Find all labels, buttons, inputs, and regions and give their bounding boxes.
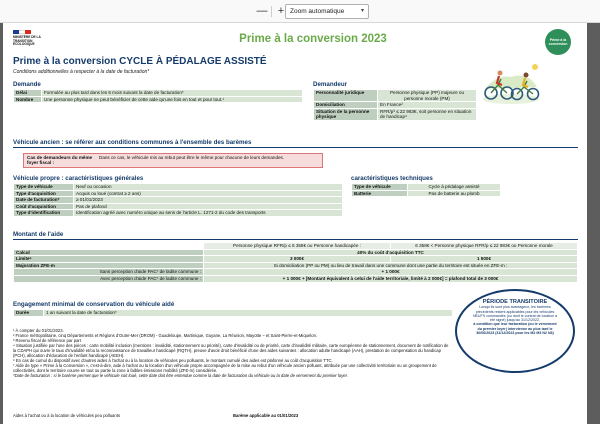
footer-left: Aides à l'achat ou à la location de véhicules peu polluants <box>13 413 120 418</box>
engagement-table <box>13 309 453 317</box>
ministry-name: MINISTÈRE DE LA TRANSITION ÉCOLOGIQUE <box>13 35 41 47</box>
prime-badge-label: Prime à la conversion <box>548 38 568 46</box>
row-label: Type d'identification <box>14 210 74 217</box>
document-subtitle: Conditions additionnelles à respecter à la date de facturation* <box>13 69 150 75</box>
row-value: Formulée au plus tard dans les 6 mois suivant la date de facturation* <box>42 90 303 97</box>
table-row <box>14 310 453 317</box>
row-value: Neuf ou occasion <box>74 184 343 191</box>
transitoire-title: PÉRIODE TRANSITOIRE <box>482 299 548 305</box>
vehicule-propre-table <box>13 183 343 217</box>
row-value: Si domiciliation (PP ou PM) ou lieu de travail dans une commune dont une partie du territoire est située en ZFE-m : <box>204 262 578 269</box>
footnote: ⁴ Situation justifiée par l'une des pièces : carte mobilité inclusion (mentions : invalidité, stationnement ou priorité), carte d'invalidité ou de priorité, carte d'invalidité militaire, carte européenne de stationnement, document de notification de la CDAPH qui ouvre le taux d'invalidité et/ou la reconnaissance de travailleur handicapé (RQTH), preuve d'avoir droit bénéficié d'une des aides suivantes : allocation adulte handicapé (AAH), prestation de compensation du handicap (PCH), allocation d'éducation de l'enfant handicapé (AEEH). <box>13 343 449 358</box>
row-label: Domiciliation <box>314 102 378 109</box>
chevron-down-icon: ▾ <box>360 8 364 14</box>
table-row <box>14 197 343 204</box>
table-row <box>14 275 578 282</box>
row-label: Batterie <box>352 190 408 197</box>
row-label: Calcul <box>14 249 204 256</box>
row-value: Pas de batterie au plomb <box>408 190 501 197</box>
pdf-page <box>3 23 587 424</box>
table-row <box>14 184 343 191</box>
row-value: Acquis ou loué (contrat ≥ 2 ans) <box>74 190 343 197</box>
table-row <box>14 90 303 97</box>
main-title: Prime à la conversion 2023 <box>239 33 387 45</box>
row-value: + 1 000€ + [Montant équivalent à celui de l'aide territoriale, limité à 2 000€] = plafond total de 3 000€ <box>204 275 578 282</box>
row-label: Coût d'acquisition <box>14 203 74 210</box>
section-title-demande: Demande <box>13 81 303 90</box>
row-value: Pas de plafond <box>74 203 343 210</box>
table-row <box>14 249 578 256</box>
row-label: Date de facturation* <box>14 197 74 204</box>
table-row <box>352 190 501 197</box>
french-flag-icon <box>13 30 31 34</box>
foyer-fiscal-box <box>23 153 323 168</box>
row-label: Avec perception d'aide PAC⁷ de ladite commune : <box>14 275 204 282</box>
footnote: ³ Revenu fiscal de référence par part <box>13 338 81 343</box>
row-value: Une personne physique ne peut bénéficier de cette aide qu'une fois en tout et pour tout.¹ <box>42 96 303 103</box>
ministry-logo <box>13 30 53 47</box>
row-value: En France² <box>378 102 477 109</box>
footnote: ¹ À compter du 01/01/2023. <box>13 328 64 333</box>
row-label: Sans perception d'aide PAC⁷ de ladite commune : <box>14 269 204 276</box>
row-value-1: 3 000€ <box>204 256 391 263</box>
row-label: Situation de la personne physique <box>314 108 378 120</box>
row-label: Nombre <box>14 96 42 103</box>
section-title-vehicule-ancien: Véhicule ancien : se référer aux conditions communes à l'ensemble des barèmes <box>13 139 578 148</box>
zoom-select[interactable] <box>285 4 369 19</box>
table-row <box>314 108 477 120</box>
row-value-2: 1 500€ <box>391 256 578 263</box>
table-row <box>352 184 501 191</box>
demandeur-table <box>313 89 477 121</box>
montant-table <box>13 242 578 283</box>
zoom-select-value: Zoom automatique <box>290 8 345 15</box>
zoom-out-button[interactable]: — <box>256 5 268 17</box>
row-label: Personnalité juridique <box>314 90 378 102</box>
row-label: Type d'acquisition <box>14 190 74 197</box>
column-header-2: 6 358€ < Personne physique RFR/p ≤ 22 983€ ou Personne morale <box>391 243 578 250</box>
table-row <box>314 90 477 102</box>
section-title-demandeur: Demandeur <box>313 81 477 90</box>
footnotes <box>13 328 449 378</box>
row-label: Type de véhicule <box>14 184 74 191</box>
footnote: ² France métropolitaine, cinq Départements et Régions d'Outre-Mer (DROM) - Guadeloupe, Martinique, Guyane, La Réunion, Mayotte – et Saint-Pierre-et-Miquelon. <box>13 333 318 338</box>
row-label: Type de véhicule <box>352 184 408 191</box>
demande-table <box>13 89 303 103</box>
caracteristiques-table <box>351 183 501 197</box>
row-label: Limite⁶ <box>14 256 204 263</box>
table-row <box>14 256 578 263</box>
section-title-caracteristiques: caractéristiques techniques <box>351 175 501 184</box>
pdf-toolbar <box>0 0 600 23</box>
table-row <box>14 243 578 250</box>
row-label: Durée <box>14 310 44 317</box>
foyer-fiscal-label: Cas de demandeurs du même foyer fiscal : <box>27 155 93 166</box>
table-row <box>14 96 303 103</box>
row-value: 1 an suivant la date de facturation* <box>44 310 453 317</box>
footnote: ⁶ En cas de cumul du dispositif avec d'autres aides à l'achat ou à la location de véhicules peu polluants, le montant cumulé des aides est plafonné au coût d'acquisition TTC. <box>13 358 333 363</box>
section-title-vehicule-propre: Véhicule propre : caractéristiques générales <box>13 175 343 184</box>
zoom-in-button[interactable]: + <box>277 5 285 17</box>
footer-right: Barème applicable au 01/01/2023 <box>233 413 299 418</box>
transitoire-line-1: Lorsqu'ils sont plus avantageux, les barèmes précédents restent applicables pour les véhicules NEUFS commandés (ou dont le contrat de location a été signé) jusqu'au 31/12/2022, <box>472 305 558 323</box>
column-header-1: Personne physique RFR/p ≤ 6 358€ ou Personne handicapée : <box>204 243 391 250</box>
row-value: ≥ 01/01/2023 <box>74 197 343 204</box>
toolbar-separator <box>271 6 272 17</box>
row-value: Personne physique (PP) majeure ou personne morale (PM) <box>378 90 477 102</box>
row-value: 40% du coût d'acquisition TTC <box>204 249 578 256</box>
table-row <box>14 210 343 217</box>
table-row <box>14 203 343 210</box>
bike-illustration <box>481 59 541 105</box>
periode-transitoire-oval <box>455 289 575 373</box>
section-title-montant: Montant de l'aide <box>13 231 578 240</box>
table-row <box>14 262 578 269</box>
row-label: Majoration ZFE-m <box>14 262 204 269</box>
table-row <box>14 190 343 197</box>
table-row <box>314 102 477 109</box>
row-label: Délai <box>14 90 42 97</box>
section-title-engagement: Engagement minimal de conservation du véhicule aidé <box>13 301 263 310</box>
prime-badge <box>545 29 571 55</box>
row-value: Cycle à pédalage assisté <box>408 184 501 191</box>
empty-cell <box>14 243 204 250</box>
footnote: ⁷ Aide de type « Prime à la Conversion », c'est-à-dire, aide à l'achat ou la location d'un véhicule propre accompagnée de la mise au rebut d'un véhicule ancien polluant, attribuée par une collectivité territoriale ou un groupement de collectivités, dont le territoire couvre en tout ou partie la zone à faibles émissions mobilité (ZFE-m) considérée. <box>13 363 437 373</box>
transitoire-line-2: à condition que leur facturation (ou le versement du premier loyer) intervienne au plus tard le 30/06/2023 (31/12/2023 pour les M2 M3 N2 N3) <box>473 322 557 335</box>
document-title: Prime à la conversion CYCLE À PÉDALAGE ASSISTÉ <box>13 56 267 67</box>
row-value: Identification agréé avec numéro unique au sens de l'article L. 1271-2 du code des transports <box>74 210 343 217</box>
row-value: RFR/p³ ≤ 22 983€, soit personne en situation de handicap⁴ <box>378 108 477 120</box>
table-row <box>14 269 578 276</box>
footnote: *Date de facturation : si le barème permet que le véhicule soit loué, cette date doit être entendue comme la date de facturation du véhicule ou la date de versement du premier loyer. <box>13 373 349 378</box>
row-value: + 1 000€ <box>204 269 578 276</box>
foyer-fiscal-value: Dans ce cas, le véhicule mis au rebut peut être le même pour chacune de leurs demandes. <box>99 155 285 160</box>
